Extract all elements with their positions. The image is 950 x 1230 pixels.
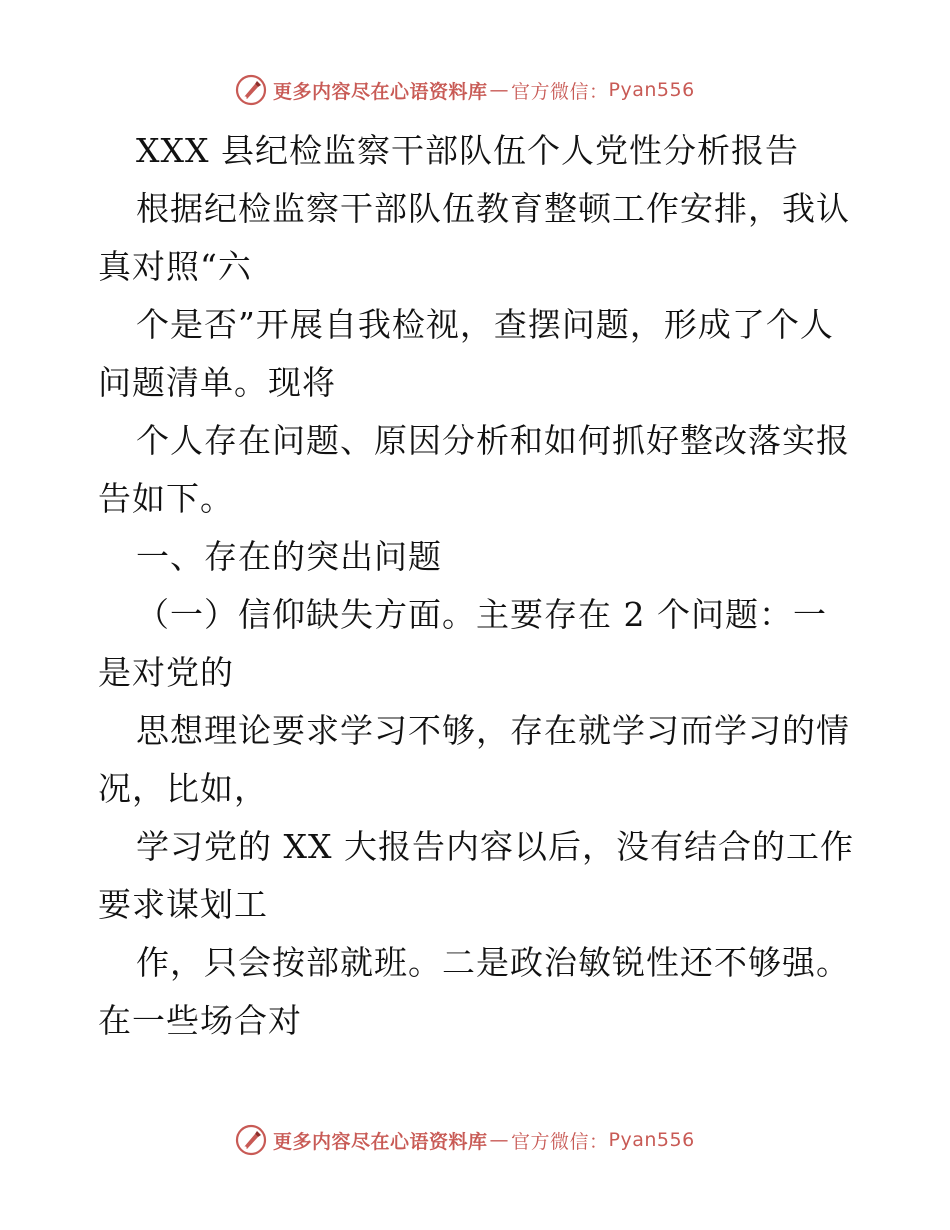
document-title: XXX 县纪检监察干部队伍个人党性分析报告 — [136, 131, 799, 170]
text-line: 作，只会按部就班。二是政治敏锐性还不够强。 — [136, 943, 850, 982]
watermark-official-label: 官方微信： — [511, 1130, 609, 1153]
text-line: 思想理论要求学习不够，存在就学习而学习的情 — [136, 711, 850, 750]
document-body — [98, 122, 858, 1050]
header-watermark — [235, 72, 695, 108]
text-line: 根据纪检监察干部队伍教育整顿工作安排，我认 — [136, 189, 850, 228]
text-line: 学习党的 XX 大报告内容以后，没有结合的工作 — [136, 827, 854, 866]
watermark-account: Pyan556 — [608, 1129, 695, 1151]
watermark-text: 更多内容尽在心语资料库 — [273, 1130, 488, 1153]
watermark-separator: — — [489, 1129, 510, 1151]
text-line: 告如下。 — [98, 479, 234, 518]
text-line: 个人存在问题、原因分析和如何抓好整改落实报 — [136, 421, 850, 460]
section-heading: 一、存在的突出问题 — [136, 537, 442, 576]
text-line: 况，比如， — [98, 769, 268, 808]
watermark-text: 更多内容尽在心语资料库 — [273, 80, 488, 103]
text-line: 在一些场合对 — [98, 1001, 302, 1040]
text-line: 个是否”开展自我检视，查摆问题，形成了个人 — [136, 305, 834, 344]
text-line: 真对照“六 — [98, 247, 252, 286]
pen-logo-icon — [235, 74, 267, 106]
text-line: 问题清单。现将 — [98, 363, 336, 402]
text-line: 是对党的 — [98, 653, 234, 692]
watermark-account: Pyan556 — [608, 79, 695, 101]
watermark-separator: — — [489, 79, 510, 101]
pen-logo-icon — [235, 1124, 267, 1156]
subsection-heading: （一）信仰缺失方面。主要存在 2 个问题：一 — [136, 595, 827, 634]
footer-watermark — [235, 1122, 695, 1158]
text-line: 要求谋划工 — [98, 885, 268, 924]
watermark-official-label: 官方微信： — [511, 80, 609, 103]
